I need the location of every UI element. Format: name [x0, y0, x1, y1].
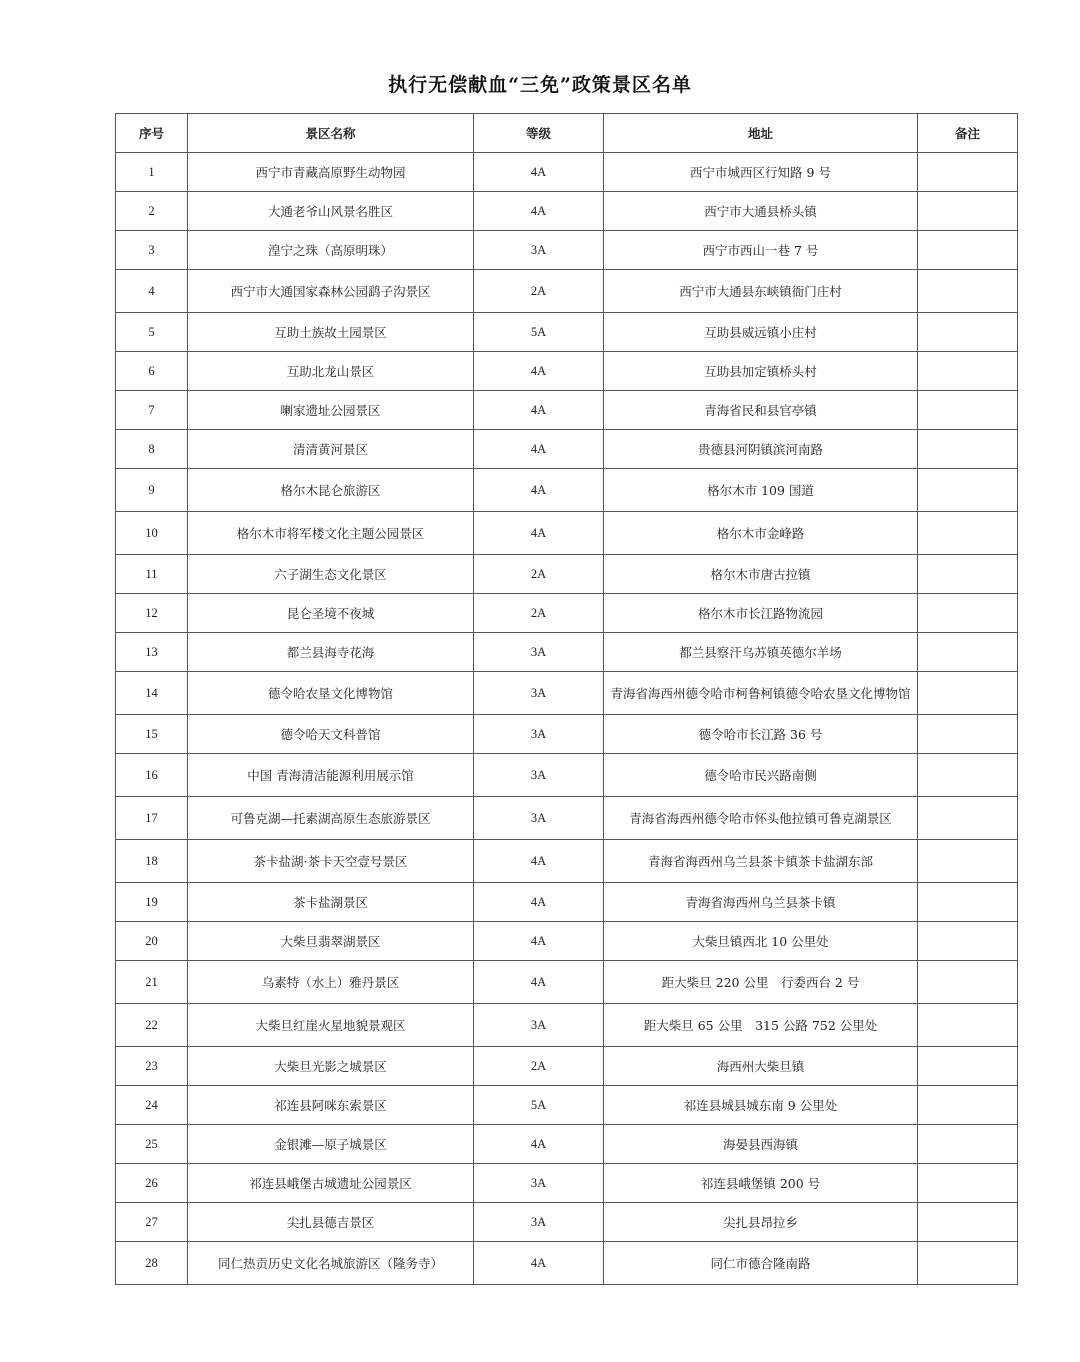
row-note-cell	[918, 270, 1018, 313]
row-address-cell: 海西州大柴旦镇	[604, 1047, 918, 1086]
row-no-cell: 17	[116, 797, 188, 840]
row-no-cell: 10	[116, 512, 188, 555]
row-no-cell: 7	[116, 391, 188, 430]
row-grade-cell: 4A	[474, 352, 604, 391]
row-note-cell	[918, 922, 1018, 961]
row-note-cell	[918, 430, 1018, 469]
row-address-cell: 都兰县察汗乌苏镇英德尔羊场	[604, 633, 918, 672]
page-title: 执行无偿献血“三免”政策景区名单	[388, 74, 692, 96]
row-note-cell	[918, 672, 1018, 715]
row-name-cell: 清清黄河景区	[188, 430, 474, 469]
row-address-cell: 青海省海西州德令哈市怀头他拉镇可鲁克湖景区	[604, 797, 918, 840]
row-name-cell: 昆仑圣境不夜城	[188, 594, 474, 633]
row-address-cell: 格尔木市唐古拉镇	[604, 555, 918, 594]
row-address-cell: 互助县加定镇桥头村	[604, 352, 918, 391]
row-no-cell: 15	[116, 715, 188, 754]
row-grade-cell: 3A	[474, 1203, 604, 1242]
row-grade-cell: 4A	[474, 469, 604, 512]
row-no-cell: 24	[116, 1086, 188, 1125]
row-address-cell: 青海省民和县官亭镇	[604, 391, 918, 430]
table-row	[116, 469, 1018, 512]
row-note-cell	[918, 1164, 1018, 1203]
row-note-cell	[918, 633, 1018, 672]
row-no-cell: 27	[116, 1203, 188, 1242]
table-row	[116, 153, 1018, 192]
header-note: 备注	[918, 114, 1018, 153]
row-no-cell: 4	[116, 270, 188, 313]
row-no-cell: 20	[116, 922, 188, 961]
row-address-cell: 青海省海西州乌兰县茶卡镇	[604, 883, 918, 922]
table-row	[116, 430, 1018, 469]
header-no: 序号	[116, 114, 188, 153]
row-grade-cell: 5A	[474, 313, 604, 352]
row-no-cell: 22	[116, 1004, 188, 1047]
table-row	[116, 1004, 1018, 1047]
row-address-cell: 尖扎县昂拉乡	[604, 1203, 918, 1242]
row-grade-cell: 2A	[474, 1047, 604, 1086]
row-grade-cell: 2A	[474, 594, 604, 633]
row-name-cell: 格尔木市将军楼文化主题公园景区	[188, 512, 474, 555]
row-no-cell: 2	[116, 192, 188, 231]
table-row	[116, 1242, 1018, 1285]
row-name-cell: 德令哈农垦文化博物馆	[188, 672, 474, 715]
table-row	[116, 797, 1018, 840]
row-address-cell: 青海省海西州德令哈市柯鲁柯镇德令哈农垦文化博物馆	[604, 672, 918, 715]
row-note-cell	[918, 594, 1018, 633]
row-name-cell: 祁连县阿咪东索景区	[188, 1086, 474, 1125]
row-no-cell: 28	[116, 1242, 188, 1285]
row-name-cell: 中国 青海清洁能源利用展示馆	[188, 754, 474, 797]
row-name-cell: 祁连县峨堡古城遗址公园景区	[188, 1164, 474, 1203]
row-grade-cell: 2A	[474, 555, 604, 594]
table-row	[116, 192, 1018, 231]
header-grade: 等级	[474, 114, 604, 153]
row-name-cell: 同仁热贡历史文化名城旅游区（隆务寺）	[188, 1242, 474, 1285]
row-address-cell: 西宁市大通县桥头镇	[604, 192, 918, 231]
row-name-cell: 德令哈天文科普馆	[188, 715, 474, 754]
row-name-cell: 大柴旦红崖火星地貌景观区	[188, 1004, 474, 1047]
row-note-cell	[918, 797, 1018, 840]
row-grade-cell: 3A	[474, 672, 604, 715]
row-name-cell: 湟宁之珠（高原明珠）	[188, 231, 474, 270]
row-note-cell	[918, 555, 1018, 594]
table-row	[116, 1047, 1018, 1086]
row-note-cell	[918, 1125, 1018, 1164]
row-grade-cell: 2A	[474, 270, 604, 313]
row-address-cell: 格尔木市金峰路	[604, 512, 918, 555]
row-address-cell: 西宁市大通县东峡镇衙门庄村	[604, 270, 918, 313]
row-name-cell: 都兰县海寺花海	[188, 633, 474, 672]
row-grade-cell: 4A	[474, 1242, 604, 1285]
row-name-cell: 茶卡盐湖·茶卡天空壹号景区	[188, 840, 474, 883]
row-no-cell: 21	[116, 961, 188, 1004]
header-name: 景区名称	[188, 114, 474, 153]
table-row	[116, 1164, 1018, 1203]
table-row	[116, 512, 1018, 555]
row-grade-cell: 4A	[474, 883, 604, 922]
row-address-cell: 祁连县城县城东南 9 公里处	[604, 1086, 918, 1125]
row-note-cell	[918, 469, 1018, 512]
row-address-cell: 祁连县峨堡镇 200 号	[604, 1164, 918, 1203]
row-no-cell: 25	[116, 1125, 188, 1164]
row-note-cell	[918, 231, 1018, 270]
row-note-cell	[918, 1086, 1018, 1125]
table-row	[116, 594, 1018, 633]
row-note-cell	[918, 1242, 1018, 1285]
scenic-area-table	[115, 113, 1018, 1285]
row-name-cell: 大柴旦翡翠湖景区	[188, 922, 474, 961]
row-note-cell	[918, 153, 1018, 192]
row-name-cell: 茶卡盐湖景区	[188, 883, 474, 922]
table-row	[116, 1125, 1018, 1164]
row-address-cell: 德令哈市民兴路南侧	[604, 754, 918, 797]
row-no-cell: 12	[116, 594, 188, 633]
row-no-cell: 16	[116, 754, 188, 797]
row-address-cell: 距大柴旦 220 公里 行委西台 2 号	[604, 961, 918, 1004]
row-name-cell: 格尔木昆仑旅游区	[188, 469, 474, 512]
row-grade-cell: 4A	[474, 512, 604, 555]
row-grade-cell: 3A	[474, 633, 604, 672]
row-no-cell: 3	[116, 231, 188, 270]
row-note-cell	[918, 1004, 1018, 1047]
row-grade-cell: 4A	[474, 922, 604, 961]
table-body	[116, 153, 1018, 1285]
row-no-cell: 23	[116, 1047, 188, 1086]
row-note-cell	[918, 313, 1018, 352]
row-note-cell	[918, 352, 1018, 391]
table-row	[116, 391, 1018, 430]
table-row	[116, 1086, 1018, 1125]
row-name-cell: 互助土族故土园景区	[188, 313, 474, 352]
table-row	[116, 715, 1018, 754]
row-grade-cell: 4A	[474, 153, 604, 192]
table-row	[116, 883, 1018, 922]
row-address-cell: 西宁市城西区行知路 9 号	[604, 153, 918, 192]
table-row	[116, 633, 1018, 672]
row-grade-cell: 3A	[474, 754, 604, 797]
row-address-cell: 格尔木市 109 国道	[604, 469, 918, 512]
row-note-cell	[918, 1203, 1018, 1242]
table-row	[116, 1203, 1018, 1242]
row-grade-cell: 4A	[474, 961, 604, 1004]
row-name-cell: 西宁市青藏高原野生动物园	[188, 153, 474, 192]
table-row	[116, 231, 1018, 270]
row-no-cell: 1	[116, 153, 188, 192]
row-address-cell: 大柴旦镇西北 10 公里处	[604, 922, 918, 961]
row-name-cell: 六子湖生态文化景区	[188, 555, 474, 594]
row-grade-cell: 4A	[474, 840, 604, 883]
row-address-cell: 德令哈市长江路 36 号	[604, 715, 918, 754]
row-address-cell: 西宁市西山一巷 7 号	[604, 231, 918, 270]
table-row	[116, 270, 1018, 313]
row-address-cell: 同仁市德合隆南路	[604, 1242, 918, 1285]
row-no-cell: 14	[116, 672, 188, 715]
row-address-cell: 互助县威远镇小庄村	[604, 313, 918, 352]
table-row	[116, 672, 1018, 715]
table-row	[116, 961, 1018, 1004]
row-no-cell: 9	[116, 469, 188, 512]
table-row	[116, 754, 1018, 797]
row-note-cell	[918, 512, 1018, 555]
row-name-cell: 西宁市大通国家森林公园鹞子沟景区	[188, 270, 474, 313]
row-no-cell: 13	[116, 633, 188, 672]
row-address-cell: 海晏县西海镇	[604, 1125, 918, 1164]
table-row	[116, 352, 1018, 391]
row-no-cell: 8	[116, 430, 188, 469]
row-note-cell	[918, 840, 1018, 883]
row-grade-cell: 3A	[474, 715, 604, 754]
row-no-cell: 26	[116, 1164, 188, 1203]
row-address-cell: 格尔木市长江路物流园	[604, 594, 918, 633]
row-name-cell: 金银滩—原子城景区	[188, 1125, 474, 1164]
row-note-cell	[918, 391, 1018, 430]
row-grade-cell: 4A	[474, 1125, 604, 1164]
row-name-cell: 尖扎县德吉景区	[188, 1203, 474, 1242]
table-header-row	[116, 114, 1018, 153]
row-grade-cell: 3A	[474, 1164, 604, 1203]
row-grade-cell: 3A	[474, 797, 604, 840]
row-name-cell: 大柴旦光影之城景区	[188, 1047, 474, 1086]
row-no-cell: 11	[116, 555, 188, 594]
table-row	[116, 555, 1018, 594]
row-no-cell: 19	[116, 883, 188, 922]
row-grade-cell: 3A	[474, 231, 604, 270]
row-no-cell: 5	[116, 313, 188, 352]
row-name-cell: 喇家遗址公园景区	[188, 391, 474, 430]
row-name-cell: 大通老爷山风景名胜区	[188, 192, 474, 231]
row-note-cell	[918, 715, 1018, 754]
row-no-cell: 6	[116, 352, 188, 391]
row-note-cell	[918, 961, 1018, 1004]
row-grade-cell: 4A	[474, 192, 604, 231]
row-no-cell: 18	[116, 840, 188, 883]
row-grade-cell: 4A	[474, 430, 604, 469]
row-name-cell: 互助北龙山景区	[188, 352, 474, 391]
header-address: 地址	[604, 114, 918, 153]
row-note-cell	[918, 754, 1018, 797]
row-address-cell: 贵德县河阴镇滨河南路	[604, 430, 918, 469]
row-note-cell	[918, 1047, 1018, 1086]
row-address-cell: 青海省海西州乌兰县茶卡镇茶卡盐湖东部	[604, 840, 918, 883]
row-name-cell: 乌素特（水上）雅丹景区	[188, 961, 474, 1004]
row-note-cell	[918, 883, 1018, 922]
table-row	[116, 840, 1018, 883]
row-grade-cell: 4A	[474, 391, 604, 430]
row-note-cell	[918, 192, 1018, 231]
table-row	[116, 313, 1018, 352]
row-name-cell: 可鲁克湖—托素湖高原生态旅游景区	[188, 797, 474, 840]
table-row	[116, 922, 1018, 961]
row-grade-cell: 5A	[474, 1086, 604, 1125]
row-grade-cell: 3A	[474, 1004, 604, 1047]
row-address-cell: 距大柴旦 65 公里 315 公路 752 公里处	[604, 1004, 918, 1047]
